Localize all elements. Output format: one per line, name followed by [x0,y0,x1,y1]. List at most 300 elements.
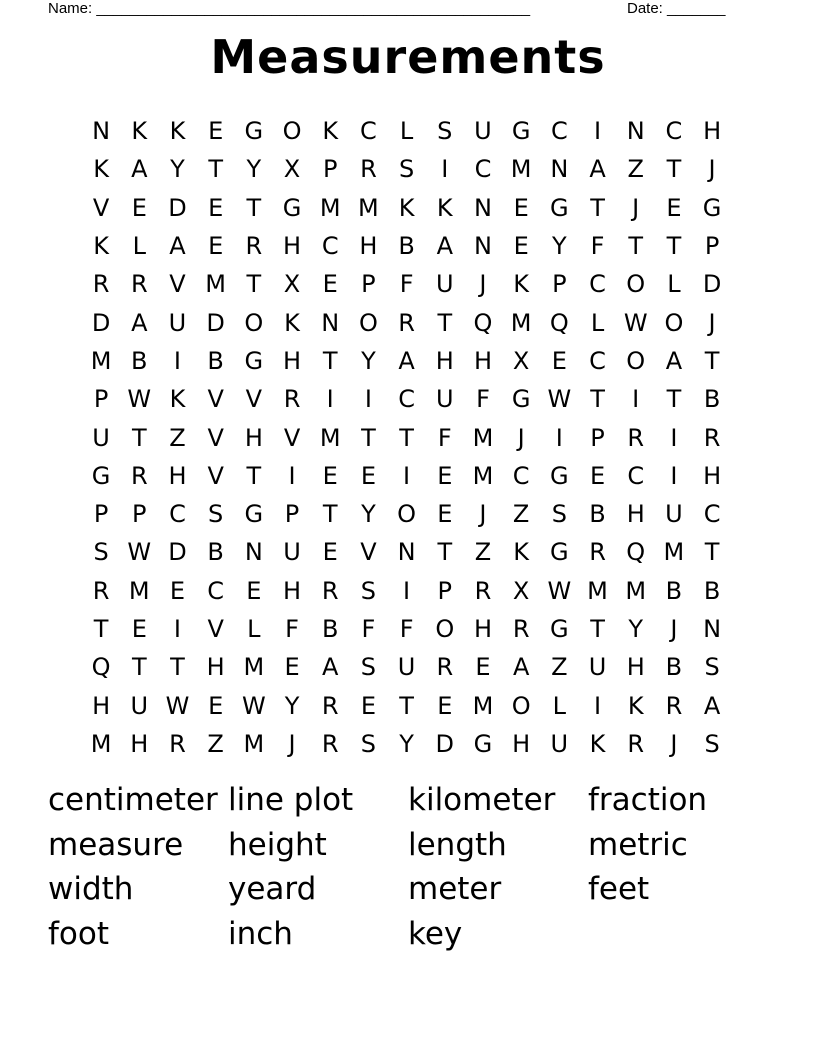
grid-letter: R [360,155,377,184]
grid-letter: J [479,270,487,299]
grid-letter: N [473,232,492,261]
grid-letter: Z [627,155,644,184]
grid-letter: C [550,117,568,146]
grid-letter: M [90,729,112,758]
grid-letter: R [169,729,186,758]
grid-letter: C [360,117,377,146]
grid-letter: C [512,461,530,490]
grid-letter: O [511,691,531,720]
grid-letter: O [435,615,455,643]
grid-letter: H [283,232,302,261]
word-bank-item: length [408,826,507,863]
grid-letter: T [437,538,453,567]
grid-letter: M [472,691,494,720]
grid-letter: G [702,193,722,222]
grid-letter: L [399,117,414,146]
grid-letter: X [512,576,530,605]
grid-letter: F [590,232,605,261]
grid-letter: B [207,346,224,375]
word-bank-item: width [48,871,134,907]
grid-letter: E [437,500,453,529]
grid-letter: V [92,193,110,222]
grid-letter: B [665,576,683,605]
word-bank-item: fraction [588,782,708,818]
grid-letter: Y [246,155,262,184]
grid-letter: V [207,423,224,452]
word-bank-item: measure [48,826,184,863]
grid-letter: E [284,653,300,682]
grid-letter: I [173,615,181,643]
grid-letter: M [128,576,150,605]
word-bank-item: key [408,915,463,952]
grid-letter: G [473,729,493,758]
grid-letter: T [93,615,109,643]
grid-letter: H [283,576,302,605]
grid-letter: S [551,500,567,529]
grid-letter: L [667,270,681,299]
grid-letter: G [511,117,531,146]
grid-letter: Y [170,155,185,184]
grid-letter: E [551,346,567,375]
grid-letter: R [665,691,683,720]
grid-letter: T [246,193,262,222]
grid-letter: O [282,117,302,146]
grid-letter: I [632,385,640,414]
grid-letter: W [547,385,572,414]
grid-letter: E [131,615,147,643]
grid-letter: U [130,691,149,720]
grid-letter: U [92,423,110,452]
grid-letter: T [131,653,147,682]
grid-letter: P [590,423,605,452]
grid-letter: T [590,385,605,414]
grid-letter: X [283,270,301,299]
grid-letter: E [360,691,376,720]
grid-letter: Y [361,346,376,375]
grid-letter: G [550,193,569,222]
grid-letter: H [92,691,111,720]
grid-letter: N [703,615,722,643]
grid-letter: B [207,538,224,567]
word-bank-item: meter [408,871,502,907]
grid-letter: A [589,155,606,184]
grid-letter: M [510,308,532,337]
grid-letter: P [361,270,376,299]
grid-letter: E [208,232,224,261]
grid-letter: B [703,385,721,414]
grid-letter: T [322,346,338,375]
grid-letter: U [550,729,569,758]
grid-letter: P [93,500,109,529]
grid-letter: F [399,270,414,299]
grid-letter: M [243,729,265,758]
name-field: Name: ____________________________________________________ [48,0,531,17]
grid-letter: D [702,270,722,299]
grid-letter: K [131,117,148,146]
word-bank-item: metric [588,826,688,863]
grid-letter: D [168,538,187,567]
grid-letter: S [93,538,109,567]
grid-letter: S [360,653,377,682]
grid-letter: Z [474,538,492,567]
grid-letter: M [510,155,532,184]
grid-letter: U [474,117,492,146]
grid-letter: I [326,385,334,414]
grid-letter: V [245,385,263,414]
grid-letter: D [435,729,455,758]
grid-letter: H [206,653,225,682]
grid-letter: R [130,461,148,490]
grid-letter: I [555,423,563,452]
grid-letter: H [473,615,492,643]
grid-letter: Q [549,308,569,337]
grid-letter: F [476,385,490,414]
grid-letter: E [513,193,529,222]
grid-letter: V [207,385,224,414]
grid-letter: R [130,270,148,299]
grid-letter: E [666,193,682,222]
grid-letter: W [127,538,152,567]
grid-letter: E [208,193,224,222]
grid-letter: T [666,232,682,261]
grid-letter: I [403,461,411,490]
grid-letter: N [397,538,416,567]
grid-letter: K [627,691,644,720]
grid-letter: E [360,461,376,490]
grid-letter: N [321,308,340,337]
grid-letter: E [322,461,338,490]
grid-letter: G [244,500,264,529]
grid-letter: R [398,308,415,337]
grid-letter: U [397,653,416,682]
grid-letter: T [322,500,338,529]
grid-letter: M [319,423,341,452]
grid-letter: C [321,232,339,261]
grid-letter: H [359,232,378,261]
grid-letter: T [246,461,262,490]
grid-letter: V [283,423,301,452]
grid-letter: Q [473,308,493,337]
grid-letter: B [321,615,339,643]
grid-letter: E [589,461,606,490]
grid-letter: R [627,729,645,758]
grid-letter: M [358,193,379,222]
grid-letter: E [322,270,338,299]
grid-letter: C [627,461,645,490]
grid-letter: G [282,193,302,222]
grid-letter: K [169,385,186,414]
grid-letter: K [436,193,453,222]
word-bank-item: yeard [228,871,317,907]
grid-letter: E [208,117,224,146]
grid-letter: T [628,232,644,261]
grid-letter: Y [552,232,567,261]
grid-letter: W [623,308,648,337]
grid-letter: M [205,270,227,299]
grid-letter: W [127,385,152,414]
grid-letter: K [93,232,109,261]
grid-letter: H [703,461,722,490]
grid-letter: C [169,500,186,529]
grid-letter: S [437,117,453,146]
grid-letter: S [704,653,720,682]
grid-letter: T [590,193,605,222]
word-bank-item: kilometer [408,782,556,818]
grid-letter: S [360,729,377,758]
word-bank-item: inch [228,915,293,952]
grid-letter: H [512,729,531,758]
grid-letter: O [664,308,684,337]
grid-letter: N [244,538,263,567]
grid-letter: E [246,576,262,605]
grid-letter: F [361,615,376,643]
grid-letter: H [283,346,302,375]
grid-letter: R [92,576,110,605]
grid-letter: T [399,691,414,720]
grid-letter: T [666,385,682,414]
grid-letter: K [284,308,300,337]
grid-letter: I [593,117,602,146]
grid-letter: J [479,500,487,529]
grid-letter: D [168,193,187,222]
grid-letter: M [90,346,112,375]
grid-letter: R [321,729,339,758]
grid-letter: B [665,653,683,682]
grid-letter: M [625,576,647,605]
grid-letter: P [284,500,300,529]
grid-letter: R [589,538,606,567]
grid-letter: K [169,117,186,146]
grid-letter: H [626,653,645,682]
grid-letter: H [473,346,492,375]
grid-letter: A [322,653,339,682]
grid-letter: C [207,576,225,605]
grid-letter: A [131,308,148,337]
grid-letter: Z [512,500,530,529]
grid-letter: F [437,423,452,452]
grid-letter: N [92,117,111,146]
grid-letter: T [208,155,223,184]
grid-letter: F [285,615,299,643]
grid-letter: G [550,461,569,490]
grid-letter: J [670,729,678,758]
grid-letter: J [670,615,678,643]
grid-letter: G [91,461,111,490]
grid-letter: I [364,385,372,414]
grid-letter: E [131,193,147,222]
grid-letter: H [168,461,187,490]
grid-letter: A [703,691,721,720]
grid-letter: B [131,346,148,375]
grid-letter: T [399,423,414,452]
grid-letter: R [321,691,339,720]
grid-letter: O [244,308,264,337]
grid-letter: X [283,155,301,184]
grid-letter: G [244,346,264,375]
grid-letter: T [437,308,453,337]
grid-letter: K [513,538,530,567]
grid-letter: P [704,232,720,261]
grid-letter: E [208,691,224,720]
grid-letter: I [441,155,449,184]
word-bank-item: centimeter [48,782,218,818]
word-bank-item: feet [588,871,650,907]
grid-letter: V [207,615,224,643]
grid-letter: P [93,385,109,414]
letter-grid [82,112,731,763]
grid-letter: G [550,538,569,567]
grid-letter: U [435,270,454,299]
grid-letter: S [704,729,720,758]
grid-letter: R [436,653,454,682]
word-bank-item: line plot [228,782,354,818]
grid-letter: K [513,270,530,299]
grid-letter: U [435,385,454,414]
word-bank [48,778,768,956]
grid-letter: P [437,576,453,605]
grid-letter: J [517,423,525,452]
grid-letter: T [590,615,605,643]
grid-letter: I [288,461,296,490]
grid-letter: M [587,576,608,605]
grid-letter: E [169,576,186,605]
grid-letter: A [169,232,186,261]
grid-letter: P [132,500,147,529]
grid-letter: P [552,270,567,299]
grid-letter: I [670,423,678,452]
grid-letter: R [703,423,721,452]
grid-letter: T [131,423,147,452]
grid-letter: U [168,308,187,337]
grid-letter: R [321,576,339,605]
grid-letter: Y [399,729,414,758]
grid-letter: K [398,193,415,222]
grid-letter: A [131,155,148,184]
word-bank-item: foot [48,915,110,952]
page-title: Measurements [210,30,606,84]
grid-letter: C [589,270,606,299]
grid-letter: O [397,500,417,529]
grid-letter: W [241,691,266,720]
grid-letter: J [632,193,640,222]
grid-letter: G [550,615,569,643]
grid-letter: C [589,346,606,375]
grid-letter: U [283,538,301,567]
grid-letter: K [322,117,339,146]
grid-letter: I [670,461,678,490]
grid-letter: M [472,423,494,452]
grid-letter: R [627,423,645,452]
grid-letter: G [511,385,531,414]
grid-letter: V [207,461,224,490]
grid-letter: F [399,615,414,643]
grid-letter: L [552,691,567,720]
grid-letter: L [247,615,261,643]
grid-letter: X [512,346,530,375]
grid-letter: L [590,308,605,337]
grid-letter: E [513,232,529,261]
grid-letter: U [588,653,607,682]
grid-letter: M [663,538,685,567]
grid-letter: Q [626,538,646,567]
grid-letter: S [208,500,224,529]
grid-letter: H [435,346,454,375]
grid-letter: V [360,538,377,567]
grid-letter: Q [91,653,111,682]
grid-letter: M [243,653,265,682]
grid-letter: O [626,270,646,299]
grid-letter: I [403,576,411,605]
grid-letter: R [92,270,110,299]
grid-letter: H [130,729,149,758]
grid-letter: O [358,308,378,337]
grid-letter: I [173,346,181,375]
grid-letter: L [132,232,146,261]
grid-letter: T [246,270,262,299]
grid-letter: A [398,346,415,375]
grid-letter: E [322,538,338,567]
grid-letter: W [165,691,190,720]
grid-letter: E [475,653,491,682]
grid-letter: K [93,155,109,184]
grid-letter: Y [361,500,376,529]
grid-letter: C [703,500,721,529]
grid-letter: D [206,308,225,337]
grid-letter: J [288,729,296,758]
grid-letter: T [704,346,720,375]
grid-letter: Z [551,653,568,682]
grid-letter: V [169,270,186,299]
grid-letter: N [626,117,645,146]
grid-letter: C [398,385,415,414]
grid-letter: P [322,155,338,184]
grid-letter: R [512,615,530,643]
grid-letter: H [626,500,645,529]
grid-letter: R [245,232,263,261]
grid-letter: A [512,653,530,682]
grid-letter: H [703,117,722,146]
grid-letter: M [319,193,341,222]
grid-letter: S [360,576,377,605]
grid-letter: J [708,308,716,337]
grid-letter: T [704,538,720,567]
grid-letter: U [665,500,683,529]
grid-letter: I [593,691,602,720]
grid-letter: C [665,117,683,146]
header-line [48,0,748,20]
grid-letter: B [589,500,606,529]
grid-letter: H [244,423,263,452]
grid-letter: R [474,576,492,605]
grid-letter: R [283,385,301,414]
grid-letter: T [170,653,185,682]
grid-letter: O [626,346,646,375]
grid-letter: Y [628,615,644,643]
grid-letter: Z [207,729,224,758]
grid-letter: T [666,155,682,184]
grid-letter: B [703,576,721,605]
grid-letter: S [398,155,415,184]
grid-letter: T [361,423,376,452]
grid-letter: A [665,346,683,375]
grid-letter: D [91,308,111,337]
word-bank-item: height [228,826,327,863]
grid-letter: Y [284,691,300,720]
grid-letter: N [473,193,492,222]
grid-letter: M [472,461,494,490]
date-field: Date: _______ [627,0,726,17]
grid-letter: K [589,729,606,758]
